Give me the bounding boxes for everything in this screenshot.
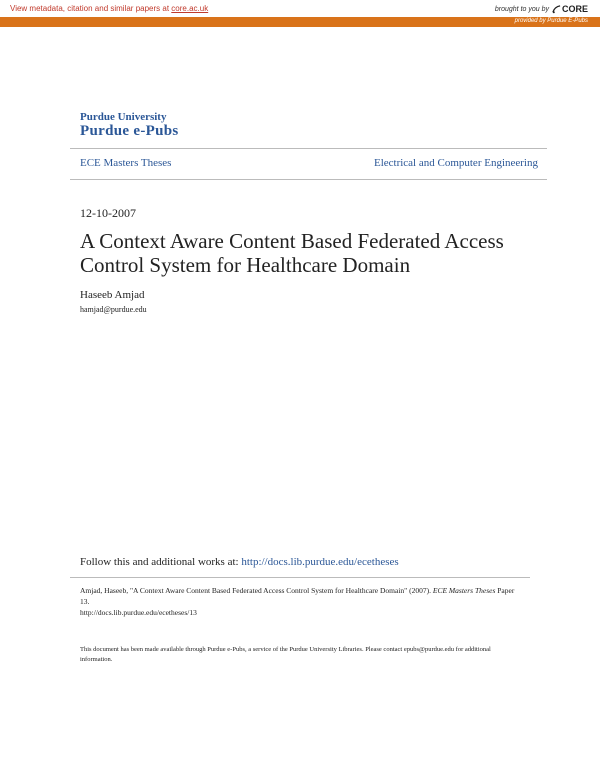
availability-notice: This document has been made available through Purdue e-Pubs, a service of the Purdue University Libraries. Please contact epubs@purdue.edu for additional information. [80, 646, 491, 663]
author-email[interactable]: hamjad@purdue.edu [80, 305, 147, 314]
header-divider-top [70, 148, 547, 149]
footer-divider [70, 577, 530, 578]
department-link[interactable]: Electrical and Computer Engineering [373, 157, 538, 169]
core-logo[interactable] [552, 4, 588, 14]
brought-text: brought to you by [494, 5, 549, 13]
citation-series: ECE Masters Theses [432, 586, 496, 595]
recommended-citation [80, 585, 520, 618]
core-metadata-prefix: View metadata, citation and similar papers at [10, 4, 172, 13]
author-name: Haseeb Amjad [80, 289, 145, 301]
follow-link[interactable]: http://docs.lib.purdue.edu/ecetheses [241, 556, 399, 568]
brought-to-you-by [495, 4, 588, 14]
core-logo-icon [552, 5, 561, 14]
citation-url[interactable]: http://docs.lib.purdue.edu/ecetheses/13 [80, 608, 197, 617]
citation-text: Amjad, Haseeb, "A Context Aware Content Based Federated Access Control System for Healthcare Domain" (2007). [80, 586, 431, 595]
publication-date: 12-10-2007 [80, 206, 136, 220]
citation-paper: Paper 13. [80, 586, 515, 606]
core-domain-link[interactable]: core.ac.uk [171, 4, 209, 13]
core-metadata-link[interactable] [10, 4, 208, 13]
institution-name[interactable]: Purdue University [80, 111, 167, 123]
core-top-bar [0, 0, 600, 17]
follow-line [80, 556, 399, 568]
series-link[interactable]: ECE Masters Theses [80, 157, 172, 169]
header-divider-bottom [70, 179, 547, 180]
follow-prefix: Follow this and additional works at: [80, 556, 242, 568]
core-provider-bar [0, 17, 600, 27]
core-logo-text: CORE [561, 4, 588, 14]
document-title: A Context Aware Content Based Federated Access Control System for Healthcare Domain [80, 229, 504, 277]
repository-name[interactable]: Purdue e-Pubs [80, 123, 179, 139]
provided-by-text[interactable]: provided by Purdue E-Pubs [514, 18, 588, 24]
